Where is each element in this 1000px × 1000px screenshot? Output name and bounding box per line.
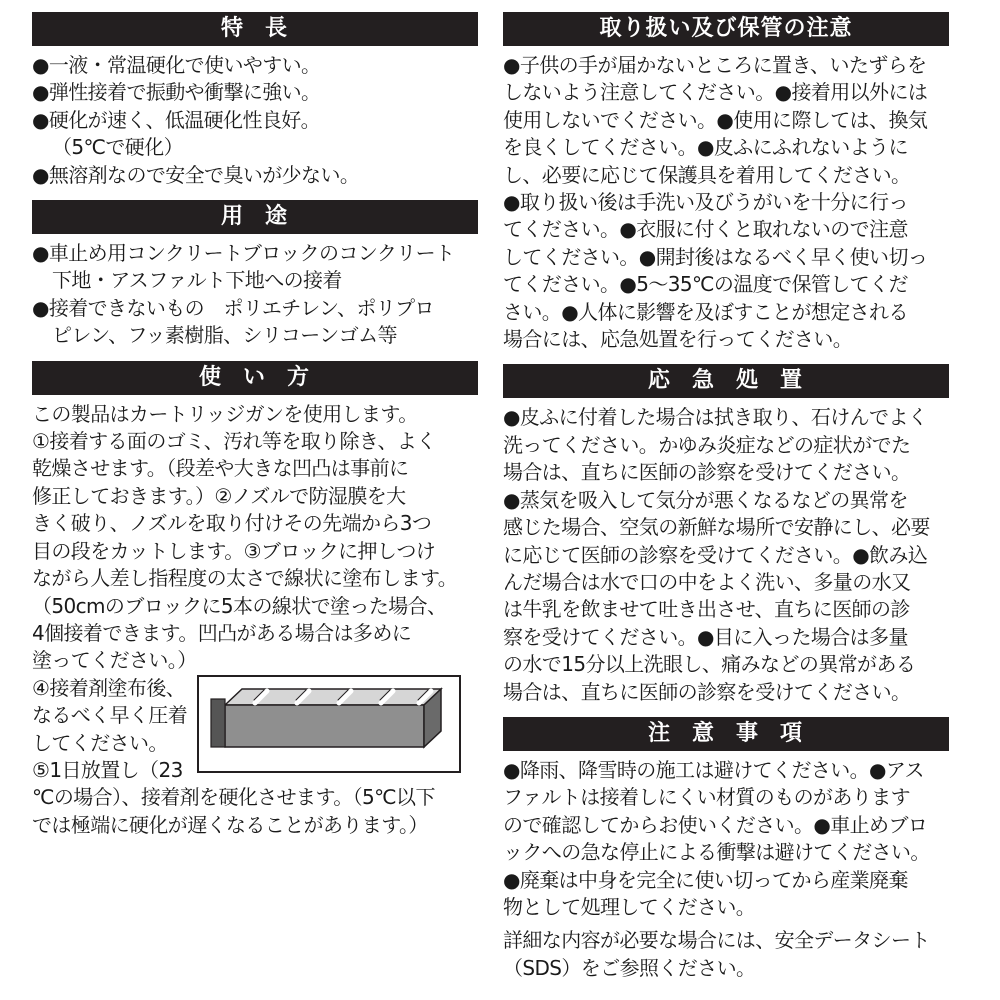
features-line: ●硬化が速く、低温硬化性良好。 — [32, 107, 321, 132]
handling-line: ●子供の手が届かないところに置き、いたずらを — [503, 53, 927, 77]
handling-line: を良くしてください。●皮ふにふれないように — [503, 135, 908, 160]
concrete-block-illustration — [197, 675, 461, 785]
features-line: ●一液・常温硬化で使いやすい。 — [32, 53, 321, 77]
sds-note-line: （SDS）をご参照ください。 — [503, 955, 756, 980]
cautions-line: ので確認してからお使いください。●車止めブロ — [503, 812, 928, 837]
howto-line: では極端に硬化が遅くなることがあります。） — [32, 812, 428, 837]
howto-line: ④接着剤塗布後、 — [32, 675, 186, 700]
handling-line: ●取り扱い後は手洗い及びうがいを十分に行っ — [503, 190, 908, 215]
features-line: （5℃で硬化） — [52, 135, 183, 160]
handling-section — [503, 12, 949, 353]
handling-line: てください。●衣服に付くと取れないので注意 — [503, 217, 908, 242]
cautions-line: ックへの急な停止による衝撃は避けてください。 — [503, 840, 930, 865]
handling-line: し、必要に応じて保護具を着用してください。 — [503, 162, 911, 187]
right-column — [503, 12, 949, 984]
cautions-section — [503, 717, 949, 982]
howto-header: 使 い 方 — [32, 361, 478, 395]
uses-header: 用 途 — [32, 200, 478, 234]
features-line: ●弾性接着で振動や衝撃に強い。 — [32, 80, 321, 105]
firstaid-line: に応じて医師の診察を受けてください。●飲み込 — [503, 542, 928, 567]
firstaid-section — [503, 364, 949, 705]
howto-line: 4個接着できます。凹凸がある場合は多めに — [32, 620, 412, 645]
howto-line: ながら人差し指程度の太さで線状に塗布します。 — [32, 566, 458, 591]
handling-header: 取り扱い及び保管の注意 — [503, 12, 949, 46]
firstaid-line: 察を受けてください。●目に入った場合は多量 — [503, 624, 908, 649]
howto-line: （50cmのブロックに5本の線状で塗った場合、 — [32, 593, 447, 618]
features-section — [32, 12, 478, 189]
howto-line: 修正しておきます。）②ノズルで防湿膜を大 — [32, 483, 406, 508]
cautions-line: ●降雨、降雪時の施工は避けてください。●アス — [503, 757, 924, 782]
howto-line: ⑤1日放置し（23 — [32, 757, 183, 782]
features-line: ●無溶剤なので安全で臭いが少ない。 — [32, 162, 360, 187]
howto-section — [32, 361, 478, 840]
howto-line: してください。 — [32, 730, 168, 755]
uses-line: ピレン、フッ素樹脂、シリコーンゴム等 — [52, 323, 397, 348]
firstaid-line: んだ場合は水で口の中をよく洗い、多量の水又 — [503, 569, 911, 594]
firstaid-line: ●皮ふに付着した場合は拭き取り、石けんでよく — [503, 405, 928, 430]
handling-line: 使用しないでください。●使用に際しては、換気 — [503, 107, 928, 132]
firstaid-line: 感じた場合、空気の新鮮な場所で安静にし、必要 — [503, 515, 930, 540]
left-column — [32, 12, 478, 841]
howto-line: 目の段をカットします。③ブロックに押しつけ — [32, 538, 436, 563]
howto-side-text — [32, 675, 187, 785]
features-header: 特 長 — [32, 12, 478, 46]
firstaid-line: ●蒸気を吸入して気分が悪くなるなどの異常を — [503, 487, 908, 512]
handling-line: さい。●人体に影響を及ぼすことが想定される — [503, 299, 908, 324]
howto-illustrated-block — [32, 675, 478, 785]
howto-line: なるべく早く圧着 — [32, 703, 188, 728]
handling-line: しないよう注意してください。●接着用以外には — [503, 80, 928, 105]
firstaid-line: 場合は、直ちに医師の診察を受けてください。 — [503, 679, 911, 704]
handling-line: てください。●5～35℃の温度で保管してくだ — [503, 272, 908, 297]
handling-line: してください。●開封後はなるべく早く使い切っ — [503, 244, 928, 269]
cautions-line: ●廃棄は中身を完全に使い切ってから産業廃棄 — [503, 867, 908, 892]
cautions-header: 注 意 事 項 — [503, 717, 949, 751]
firstaid-line: 洗ってください。かゆみ炎症などの症状がでた — [503, 432, 911, 457]
howto-line: 乾燥させます。（段差や大きな凹凸は事前に — [32, 456, 409, 481]
uses-line: 下地・アスファルト下地への接着 — [52, 268, 342, 293]
howto-line: ①接着する面のゴミ、汚れ等を取り除き、よく — [32, 429, 436, 454]
howto-line: きく破り、ノズルを取り付けその先端から3つ — [32, 511, 432, 536]
firstaid-line: は牛乳を飲ませて吐き出させ、直ちに医師の診 — [503, 597, 910, 622]
firstaid-line: 場合は、直ちに医師の診察を受けてください。 — [503, 460, 911, 485]
howto-line: ℃の場合）、接着剤を硬化させます。（5℃以下 — [32, 785, 435, 810]
uses-section — [32, 200, 478, 350]
firstaid-header: 応 急 処 置 — [503, 364, 949, 398]
concrete-block-adhesive-lines-icon — [197, 675, 461, 773]
handling-line: 場合には、応急処置を行ってください。 — [503, 327, 853, 352]
howto-line: 塗ってください。） — [32, 648, 197, 673]
uses-line: ●接着できないもの ポリエチレン、ポリプロ — [32, 295, 434, 320]
cautions-line: 物として処理してください。 — [503, 894, 756, 919]
howto-line: この製品はカートリッジガンを使用します。 — [32, 401, 418, 426]
firstaid-line: の水で15分以上洗眼し、痛みなどの異常がある — [503, 652, 916, 677]
sds-note-line: 詳細な内容が必要な場合には、安全データシート — [503, 928, 930, 953]
uses-line: ●車止め用コンクリートブロックのコンクリート — [32, 241, 455, 266]
cautions-line: ファルトは接着しにくい材質のものがあります — [503, 785, 910, 810]
